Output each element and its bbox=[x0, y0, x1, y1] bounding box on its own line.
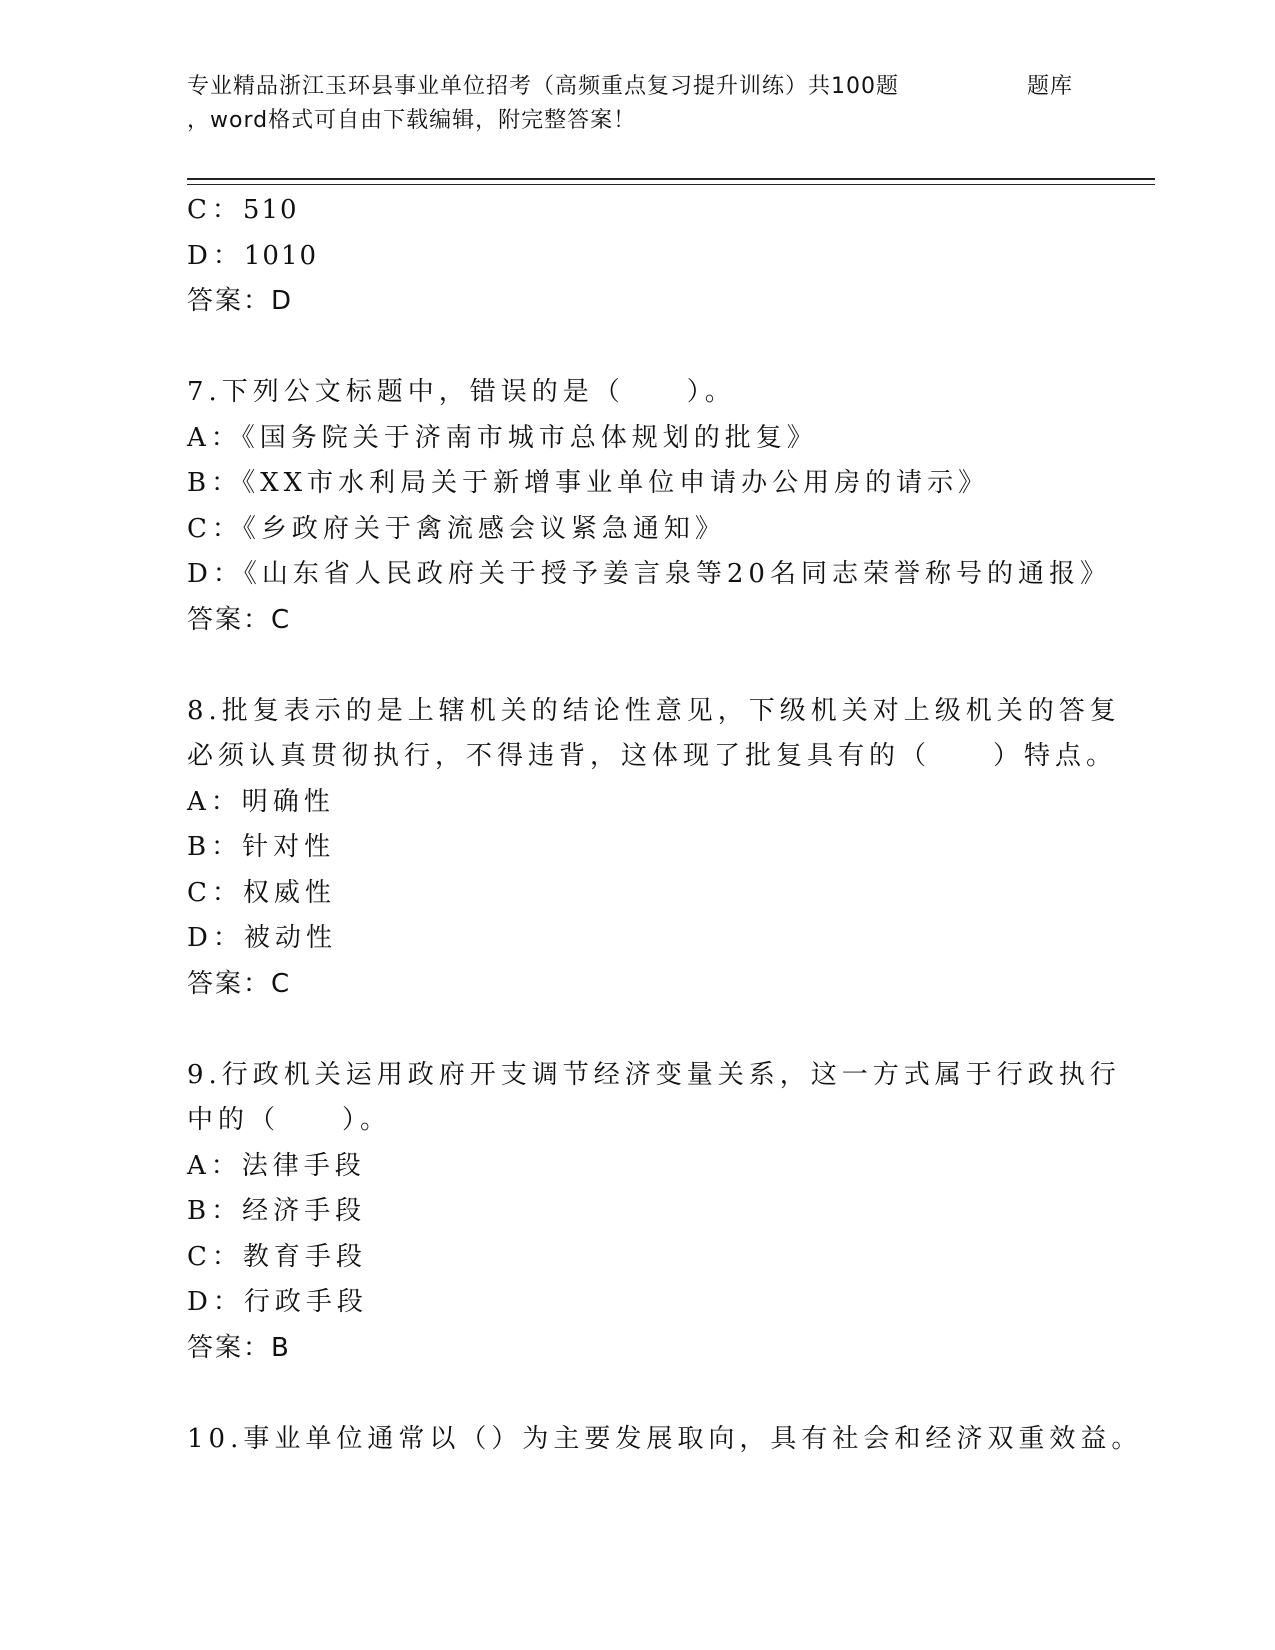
page-header bbox=[187, 70, 1087, 138]
option-text: 《XX市水利局关于新增事业单位申请办公用房的请示》 bbox=[242, 468, 990, 498]
header-library-label: 题库 bbox=[1027, 74, 1074, 99]
option-key: B： bbox=[187, 832, 243, 862]
spacer bbox=[187, 643, 1087, 689]
option-d bbox=[187, 552, 1111, 598]
option-text: 1010 bbox=[243, 240, 319, 271]
option-text: 教育手段 bbox=[242, 1241, 367, 1272]
option-c bbox=[187, 871, 1087, 917]
question-stem: 10.事业单位通常以（）为主要发展取向，具有社会和经济双重效益。 bbox=[187, 1423, 1143, 1454]
option-text: 明确性 bbox=[241, 786, 335, 817]
question-stem: 8.批复表示的是上辖机关的结论性意见，下级机关对上级机关的答复 bbox=[187, 695, 1121, 726]
header-line-2: ，word格式可自由下载编辑，附完整答案！ bbox=[187, 108, 637, 133]
option-key: D： bbox=[187, 559, 244, 589]
option-a bbox=[187, 416, 1087, 462]
option-key: B： bbox=[187, 468, 243, 498]
option-key: C： bbox=[187, 195, 243, 225]
option-b bbox=[187, 1189, 1087, 1235]
option-c bbox=[187, 507, 1087, 553]
option-text: 《乡政府关于禽流感会议紧急通知》 bbox=[242, 513, 726, 544]
option-text: 法律手段 bbox=[241, 1150, 366, 1181]
option-text: 行政手段 bbox=[243, 1287, 368, 1317]
option-text: 被动性 bbox=[243, 923, 337, 953]
question-stem-continued: 中的（ ）。 bbox=[187, 1105, 392, 1135]
option-key: C： bbox=[187, 877, 243, 908]
option-a bbox=[187, 780, 1087, 826]
option-key: D： bbox=[187, 923, 244, 953]
answer-line: 答案：D bbox=[187, 286, 294, 316]
option-key: A： bbox=[187, 422, 242, 453]
prev-question bbox=[187, 188, 1087, 325]
option-text: 《山东省人民政府关于授予姜言泉等20名同志荣誉称号的通报》 bbox=[243, 559, 1111, 589]
option-key: C： bbox=[187, 1241, 243, 1272]
question-10 bbox=[187, 1417, 1143, 1463]
option-b bbox=[187, 825, 1087, 871]
question-stem: 9.行政机关运用政府开支调节经济变量关系，这一方式属于行政执行 bbox=[187, 1059, 1121, 1090]
option-key: A： bbox=[187, 786, 242, 817]
option-d bbox=[187, 1280, 1087, 1326]
header-title: 专业精品浙江玉环县事业单位招考（高频重点复习提升训练）共100题 bbox=[187, 74, 899, 99]
option-d bbox=[187, 916, 1087, 962]
option-c bbox=[187, 188, 1087, 234]
option-key: C： bbox=[187, 513, 243, 544]
answer-line: 答案：C bbox=[187, 968, 292, 999]
option-b bbox=[187, 461, 1087, 507]
spacer bbox=[187, 1007, 1087, 1053]
option-key: A： bbox=[187, 1150, 242, 1181]
question-9 bbox=[187, 1053, 1121, 1372]
header-divider bbox=[187, 178, 1155, 185]
option-c bbox=[187, 1235, 1087, 1281]
option-text: 经济手段 bbox=[242, 1196, 367, 1226]
question-7 bbox=[187, 370, 1111, 643]
question-content bbox=[187, 188, 1143, 1462]
answer-line: 答案：C bbox=[187, 604, 292, 635]
option-a bbox=[187, 1144, 1087, 1190]
option-text: 权威性 bbox=[242, 877, 336, 908]
option-text: 针对性 bbox=[242, 832, 336, 862]
option-key: D： bbox=[187, 1287, 244, 1317]
option-text: 510 bbox=[242, 195, 299, 225]
spacer bbox=[187, 1371, 1087, 1417]
option-d bbox=[187, 234, 1087, 280]
option-key: D： bbox=[187, 240, 244, 271]
question-stem-continued: 必须认真贯彻执行，不得违背，这体现了批复具有的（ ）特点。 bbox=[187, 741, 1118, 771]
question-8 bbox=[187, 689, 1121, 1008]
answer-line: 答案：B bbox=[187, 1332, 291, 1363]
header-line-1 bbox=[187, 70, 1087, 104]
spacer bbox=[187, 325, 1087, 371]
option-key: B： bbox=[187, 1196, 243, 1226]
option-text: 《国务院关于济南市城市总体规划的批复》 bbox=[241, 422, 818, 453]
question-stem: 7.下列公文标题中，错误的是（ ）。 bbox=[187, 377, 736, 407]
